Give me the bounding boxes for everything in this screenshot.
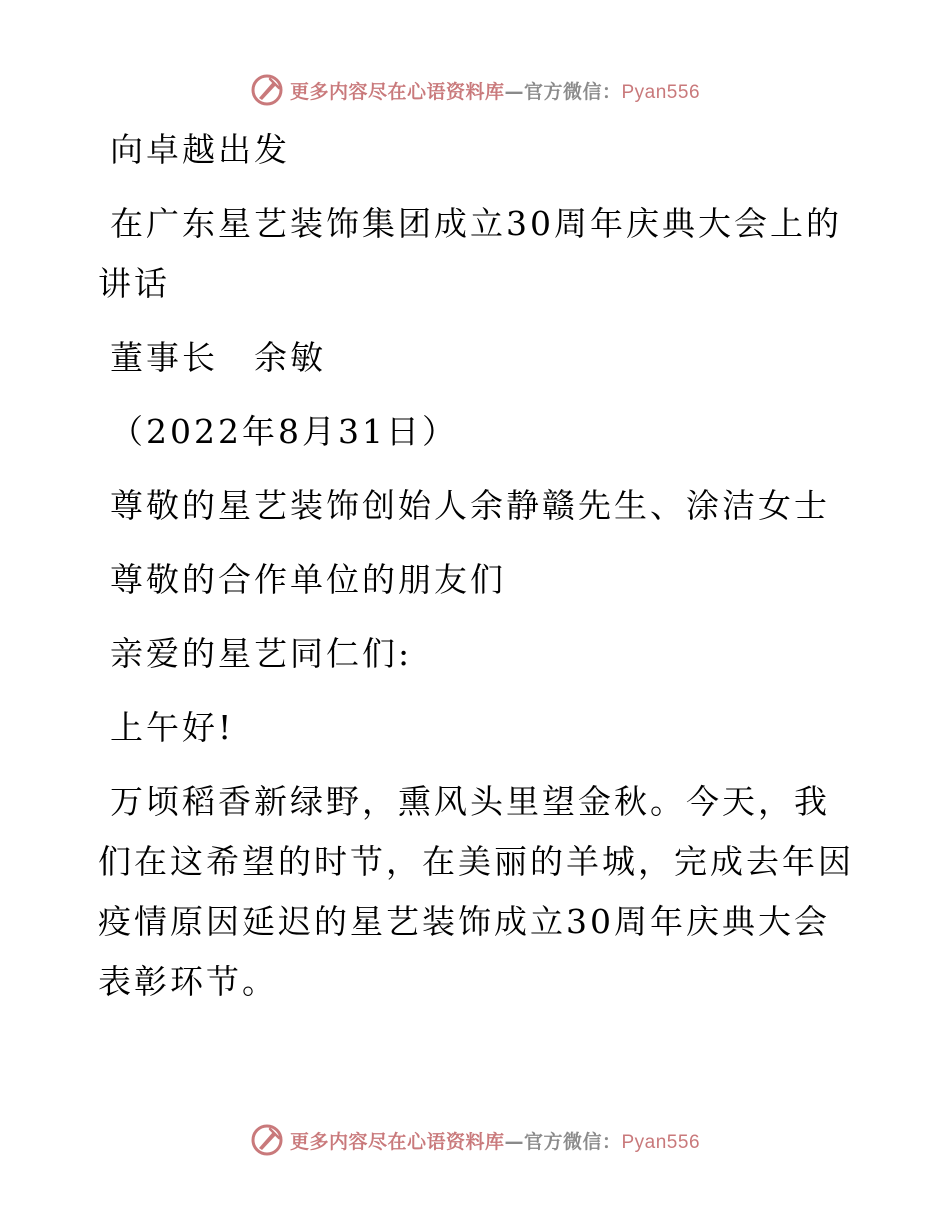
footer-watermark <box>0 1120 950 1160</box>
body-paragraph: 万顷稻香新绿野，熏风头里望金秋。今天，我们在这希望的时节，在美丽的羊城，完成去年因疫情原因延迟的星艺装饰成立30周年庆典大会表彰环节。 <box>98 782 854 1001</box>
watermark-main: 更多内容尽在心语资料库 <box>289 1130 505 1153</box>
watermark-dash: — <box>504 80 524 103</box>
salutation-line: 尊敬的合作单位的朋友们 <box>110 560 506 599</box>
document-body <box>98 120 858 1026</box>
document-subtitle: 在广东星艺装饰集团成立30周年庆典大会上的讲话 <box>98 204 842 303</box>
salutation-line: 尊敬的星艺装饰创始人余静赣先生、涂洁女士 <box>110 486 830 525</box>
watermark-official: 官方微信： <box>523 80 622 103</box>
speaker-line: 董事长 余敏 <box>110 338 326 377</box>
speech-date: （2022年8月31日） <box>110 412 458 451</box>
watermark-text <box>290 77 700 104</box>
watermark-official: 官方微信： <box>523 1130 622 1153</box>
watermark-wechat-id: Pyan556 <box>621 81 701 103</box>
watermark-dash: — <box>504 1130 524 1153</box>
watermark-text <box>290 1127 700 1154</box>
quill-logo-icon <box>250 1123 284 1157</box>
salutation-line: 亲爱的星艺同仁们: <box>110 634 413 673</box>
greeting-line: 上午好! <box>110 708 235 747</box>
watermark-main: 更多内容尽在心语资料库 <box>289 80 505 103</box>
watermark-wechat-id: Pyan556 <box>621 1131 701 1153</box>
document-title: 向卓越出发 <box>110 130 290 169</box>
header-watermark <box>0 70 950 110</box>
quill-logo-icon <box>250 73 284 107</box>
